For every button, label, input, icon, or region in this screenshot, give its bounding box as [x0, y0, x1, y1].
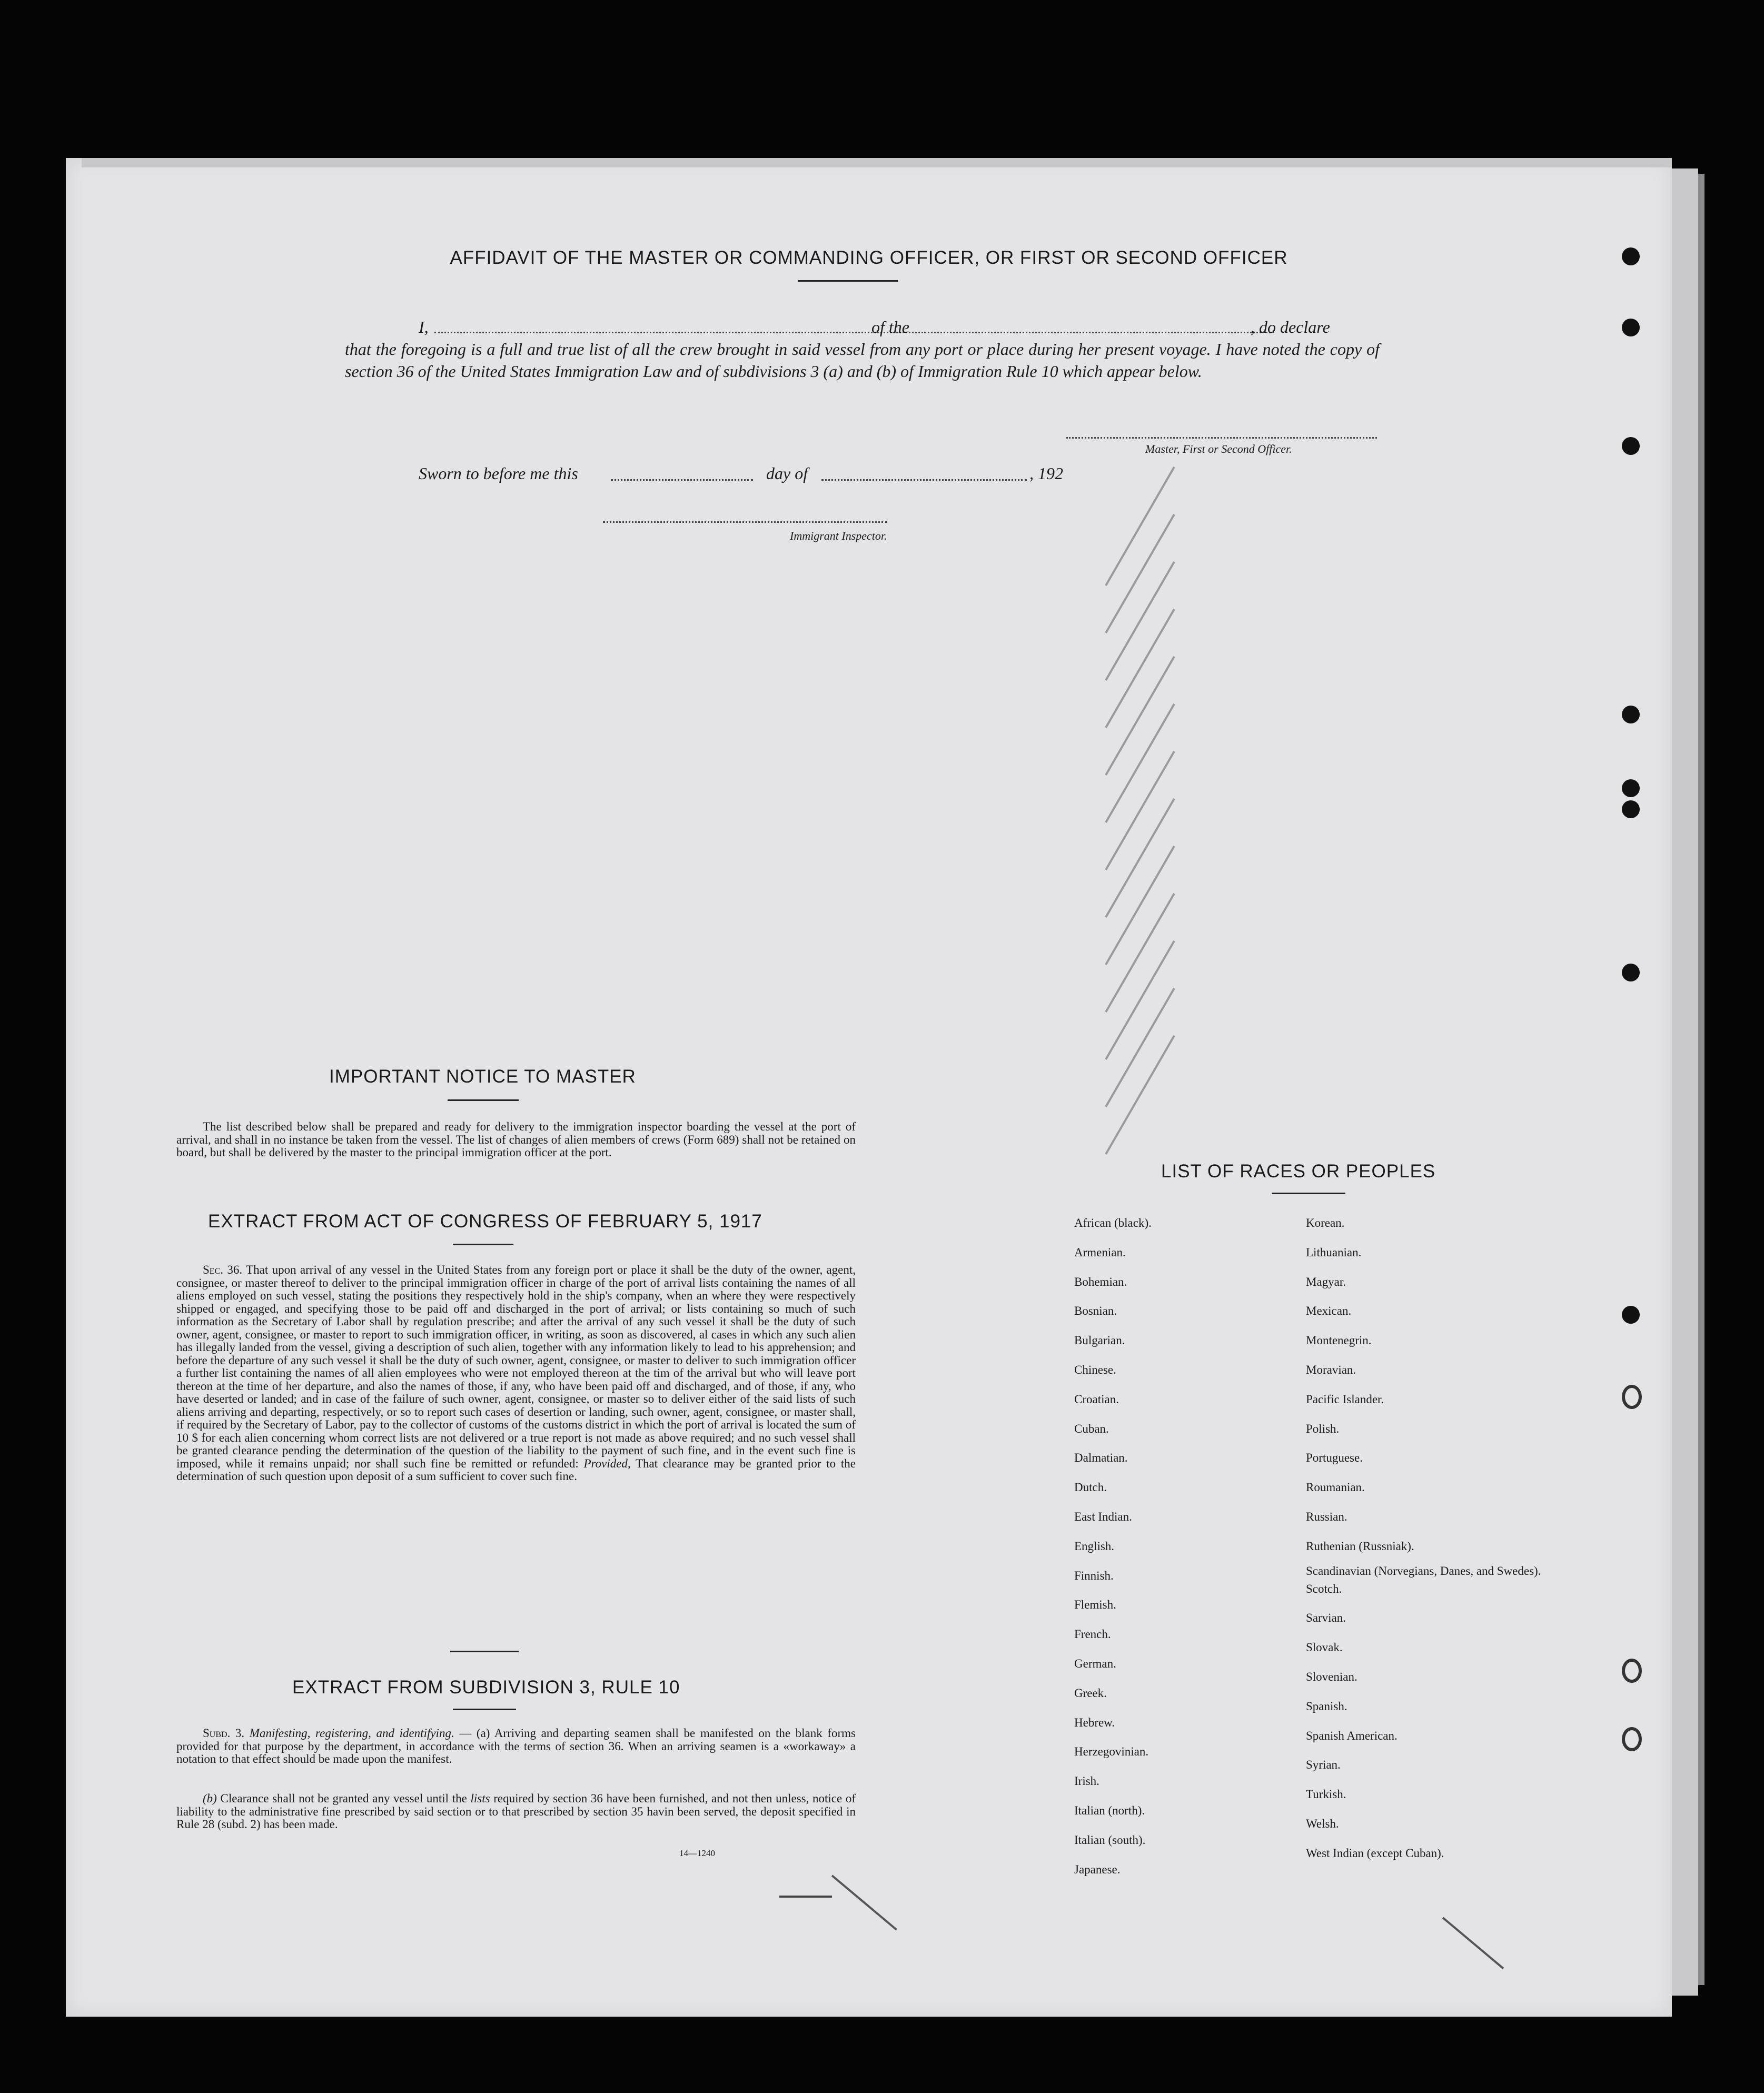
race-item: Montenegrin. [1306, 1334, 1372, 1347]
race-item: Dutch. [1074, 1481, 1107, 1494]
page-edge [1672, 168, 1698, 1996]
extract-act-underline [453, 1244, 513, 1245]
sworn-day-field[interactable] [611, 479, 753, 481]
extract-rule-overline [450, 1651, 519, 1652]
binding-hole-icon [1622, 319, 1640, 336]
sworn-year-label: , 192 [1029, 464, 1063, 483]
race-item: English. [1074, 1539, 1115, 1553]
title-underline [798, 280, 898, 282]
race-item: Russian. [1306, 1510, 1347, 1523]
bleed-through-mark [1105, 751, 1175, 870]
bleed-through-mark [1105, 988, 1175, 1107]
binding-ring-icon [1622, 1385, 1642, 1409]
inspector-signature-field[interactable] [603, 521, 887, 523]
subd-b-text [176, 1792, 856, 1831]
affidavit-body: that the foregoing is a full and true list of all the crew brought in said vessel from any port or place during her present voyage. I have noted the copy of section 36 of the United States Immigration Law and of subdivisions 3 (a) and (b) of Immigration Rule 10 which appear below. [345, 340, 1380, 381]
sworn-before-label: Sworn to before me this [419, 464, 578, 483]
extract-rule-title: EXTRACT FROM SUBDIVISION 3, RULE 10 [292, 1677, 680, 1698]
proviso-label: Provided, [583, 1456, 631, 1470]
race-item: Roumanian. [1306, 1481, 1365, 1494]
binding-ring-icon [1622, 1659, 1642, 1683]
document-page [66, 158, 1672, 2017]
sec-36-text: That upon arrival of any vessel in the United States from any foreign port or place it shall be the duty of the owner, agent, consignee, or master thereof to deliver to the principal immigration officer in charge of the port of arrival lists containing the names of all aliens employed on such vessel, stating the positions they respectively hold in the ship's company, when an where they were respectively shipped or engaged, and specifying those to be paid off and discharged in the port of arrival; or lists containing so much of such information as the Secretary of Labor shall by regulation prescribe; and after the arrival of any such vessel it shall be the duty of such owner, agent, consignee, or master to report to such immigration officer, in writing, as soon as discovered, al cases in which any such alien has illegally landed from the vessel, giving a description of such alien, together with any information likely to lead to his apprehension; and before the departure of any such vessel it shall be the duty of such owner, agent, consignee, or master to deliver to such immigration officer a further list containing the names of all alien employees who were not employed thereon at the tim of the arrival but who will leave port thereon at the time of her departure, and also the names of those, if any, who have been paid off and discharged, and of those, if any, who have deserted or landed; and in case of the failure of such owner, agent, consignee, or master so to deliver either of the said lists of such aliens arriving and departing, respectively, or so to report such cases of desertion or landing, such owner, agent, consignee, or master shall, if required by the Secretary of Labor, pay to the collector of customs of the customs district in which the port of arrival is located the sum of 10 $ for each alien concerning whom correct lists are not delivered or a true report is not made as above required; and no such vessel shall be granted clearance pending the determination of the question of the liability to the payment of such fine, and in the event such fine is imposed, while it remains unpaid; nor shall such fine be remitted or refunded: [176, 1263, 856, 1470]
race-item: Polish. [1306, 1422, 1340, 1435]
subd-b-label: (b) [203, 1792, 217, 1805]
subd-b-lists: lists [470, 1792, 490, 1805]
race-item: Scotch. [1306, 1582, 1342, 1595]
declare-i-label: I, [419, 318, 429, 336]
sec-label: Sec. 36. [203, 1263, 243, 1276]
race-item: Ruthenian (Russniak). [1306, 1539, 1414, 1553]
declare-of-the-label: of the [871, 318, 909, 336]
race-item: African (black). [1074, 1216, 1152, 1229]
race-item: Herzegovinian. [1074, 1745, 1149, 1759]
race-item: Moravian. [1306, 1363, 1356, 1376]
race-item: Magyar. [1306, 1275, 1346, 1288]
races-underline [1272, 1193, 1345, 1194]
subd-label: Subd. 3. [203, 1727, 245, 1740]
inspector-signature-label: Immigrant Inspector. [790, 529, 887, 542]
subd-b-body-1: Clearance shall not be granted any vessel until the [220, 1792, 467, 1805]
bleed-through-mark [1105, 609, 1175, 728]
subd-a-body: Arriving and departing seamen shall be manifested on the blank forms provided for that purpose by the department, in accordance with the terms of section 36. When an arriving seamen is a «workaway» a notation to that effect should be made upon the manifest. [176, 1727, 856, 1765]
race-item: Irish. [1074, 1774, 1099, 1788]
master-signature-field[interactable] [1066, 437, 1377, 439]
sworn-day-of-label: day of [766, 464, 808, 483]
declare-do-declare-label: , do declare [1251, 318, 1330, 336]
races-right-column [1306, 1208, 1541, 1868]
vessel-name-field[interactable] [924, 332, 1274, 333]
subd-a-text [176, 1727, 856, 1766]
races-title: LIST OF RACES OR PEOPLES [1161, 1161, 1436, 1182]
page-top-band [82, 158, 1672, 167]
race-item: Finnish. [1074, 1569, 1114, 1582]
race-item: Croatian. [1074, 1392, 1119, 1406]
race-item: Slovak. [1306, 1641, 1343, 1654]
race-item: Turkish. [1306, 1788, 1346, 1801]
binding-hole-icon [1622, 779, 1640, 797]
race-item: Cuban. [1074, 1422, 1109, 1435]
notice-text: The list described below shall be prepared and ready for delivery to the immigration inspector boarding the vessel at the port of arrival, and shall in no instance be taken from the vessel. The list of changes of alien members of crews (Form 689) shall not be retained on board, but shall be delivered by the master to the principal immigration officer at the port. [176, 1120, 856, 1159]
bleed-through-mark [1105, 467, 1175, 586]
declarant-name-field[interactable] [434, 332, 929, 333]
races-left-column [1074, 1208, 1152, 1884]
race-item: Spanish. [1306, 1699, 1347, 1713]
binding-hole-icon [1622, 1306, 1640, 1324]
race-item: Slovenian. [1306, 1670, 1357, 1683]
bleed-through-mark [1105, 656, 1175, 776]
race-item: West Indian (except Cuban). [1306, 1846, 1444, 1860]
race-item: Armenian. [1074, 1245, 1126, 1259]
race-item: Scandinavian (Norvegians, Danes, and Swedes). [1306, 1564, 1541, 1578]
race-item: Lithuanian. [1306, 1245, 1362, 1259]
bleed-through-mark [1105, 846, 1175, 965]
page-edge-shadow [1698, 174, 1704, 1985]
pen-stroke [779, 1896, 832, 1898]
race-item: Mexican. [1306, 1304, 1352, 1318]
extract-act-title: EXTRACT FROM ACT OF CONGRESS OF FEBRUARY 5, 1917 [208, 1211, 762, 1232]
race-item: Hebrew. [1074, 1715, 1115, 1729]
race-item: French. [1074, 1628, 1111, 1641]
race-item: Portuguese. [1306, 1451, 1363, 1465]
notice-underline [448, 1099, 519, 1101]
race-item: Italian (south). [1074, 1833, 1146, 1847]
binding-hole-icon [1622, 437, 1640, 455]
subd-b-body-2: required by section 36 have been furnished, and not then unless, notice of liability to the administrative fine prescribed by said section or to that prescribed by section 35 havin been served, the deposit specified in Rule 28 (subd. 2) has been made. [176, 1792, 856, 1831]
race-item: Dalmatian. [1074, 1451, 1128, 1465]
binding-hole-icon [1622, 964, 1640, 981]
pen-stroke [831, 1874, 897, 1930]
race-item: Japanese. [1074, 1862, 1121, 1876]
race-item: Pacific Islander. [1306, 1392, 1384, 1406]
race-item: Bohemian. [1074, 1275, 1127, 1288]
race-item: Sarvian. [1306, 1611, 1346, 1625]
race-item: Bosnian. [1074, 1304, 1117, 1318]
extract-rule-underline [453, 1709, 516, 1710]
bleed-through-mark [1105, 940, 1175, 1060]
race-item: Spanish American. [1306, 1729, 1398, 1742]
bleed-through-mark [1105, 514, 1175, 633]
race-item: Bulgarian. [1074, 1334, 1125, 1347]
bleed-through-mark [1105, 703, 1175, 823]
pen-stroke [1442, 1917, 1504, 1969]
notice-title: IMPORTANT NOTICE TO MASTER [329, 1066, 636, 1087]
race-item: Flemish. [1074, 1598, 1116, 1612]
sworn-month-field[interactable] [821, 479, 1027, 481]
master-signature-label: Master, First or Second Officer. [1145, 442, 1292, 455]
affidavit-title: AFFIDAVIT OF THE MASTER OR COMMANDING OFFICER, OR FIRST OR SECOND OFFICER [450, 247, 1288, 268]
extract-act-text [176, 1264, 856, 1483]
race-item: East Indian. [1074, 1510, 1132, 1523]
binding-hole-icon [1622, 706, 1640, 723]
race-item: Korean. [1306, 1216, 1345, 1229]
binding-ring-icon [1622, 1727, 1642, 1751]
race-item: Syrian. [1306, 1758, 1341, 1772]
subd-title: Manifesting, registering, and identifying. [249, 1727, 454, 1740]
race-item: German. [1074, 1656, 1116, 1670]
race-item: Greek. [1074, 1686, 1107, 1700]
bleed-through-mark [1105, 893, 1175, 1013]
form-number: 14—1240 [679, 1848, 715, 1858]
bleed-through-mark [1105, 561, 1175, 681]
race-item: Chinese. [1074, 1363, 1116, 1376]
race-item: Welsh. [1306, 1817, 1339, 1830]
proviso-text: That clearance may be granted prior to the determination of such question upon deposit of a sum sufficient to cover such fine. [176, 1456, 856, 1483]
race-item: Italian (north). [1074, 1803, 1145, 1817]
bleed-through-mark [1105, 1035, 1175, 1155]
binding-hole-icon [1622, 800, 1640, 818]
subd-a-label: — (a) [459, 1727, 490, 1740]
bleed-through-mark [1105, 798, 1175, 918]
